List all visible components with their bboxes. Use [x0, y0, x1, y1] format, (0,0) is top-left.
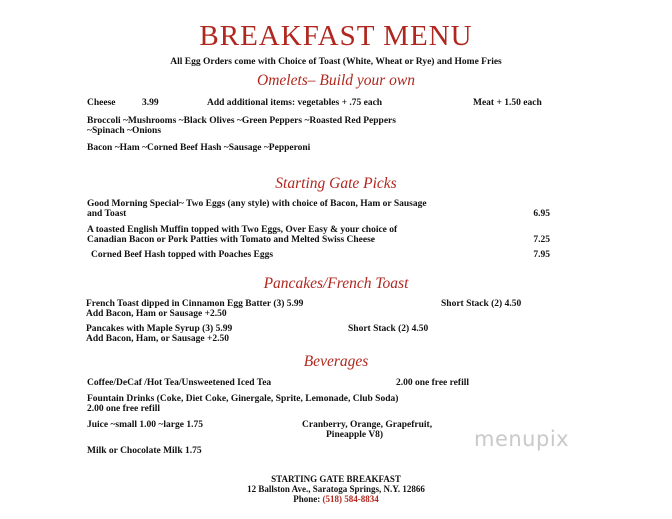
omelet-veg-list-line1: Broccoli ~Mushrooms ~Black Olives ~Green Peppers ~Roasted Red Peppers [87, 116, 396, 126]
gate-item3-price: 7.95 [533, 250, 550, 260]
gate-item2-line1: A toasted English Muffin topped with Two Eggs, Over Easy & your choice of [87, 225, 398, 235]
gate-item2-price: 7.25 [533, 235, 550, 245]
omelet-additional-veg: Add additional items: vegetables + .75 each [207, 98, 383, 108]
bev-fountain-line2: 2.00 one free refill [87, 404, 160, 414]
gate-item2-line2: Canadian Bacon or Pork Patties with Tomato and Melted Swiss Cheese [87, 235, 376, 245]
omelet-cheese-price: 3.99 [142, 98, 159, 108]
gate-item3: Corned Beef Hash topped with Poaches Eggs [91, 250, 274, 260]
bev-coffee-price: 2.00 one free refill [396, 378, 469, 388]
menu-subtitle: All Egg Orders come with Choice of Toast (White, Wheat or Rye) and Home Fries [170, 57, 502, 67]
pancakes-line: Pancakes with Maple Syrup (3) 5.99 [86, 324, 233, 334]
menu-title: BREAKFAST MENU [199, 20, 473, 52]
footer-address: 12 Ballston Ave., Saratoga Springs, N.Y. 12866 [247, 484, 425, 494]
footer-business-name: STARTING GATE BREAKFAST [271, 474, 401, 484]
bev-juice: Juice ~small 1.00 ~large 1.75 [87, 420, 203, 430]
bev-juice-flavors-line1: Cranberry, Orange, Grapefruit, [302, 420, 433, 430]
pancakes-short-stack: Short Stack (2) 4.50 [348, 324, 429, 334]
bev-coffee: Coffee/DeCaf /Hot Tea/Unsweetened Iced Tea [87, 378, 272, 388]
omelet-meat-list: Bacon ~Ham ~Corned Beef Hash ~Sausage ~Pepperoni [87, 143, 311, 153]
bev-milk: Milk or Chocolate Milk 1.75 [87, 446, 202, 456]
section-pancakes-heading: Pancakes/French Toast [263, 275, 409, 292]
french-toast-add: Add Bacon, Ham or Sausage +2.50 [86, 309, 227, 319]
gate-item1-line1: Good Morning Special~ Two Eggs (any style) with choice of Bacon, Ham or Sausage [87, 199, 427, 209]
gate-item1-price: 6.95 [533, 209, 550, 219]
section-omelets-heading: Omelets– Build your own [257, 72, 415, 89]
gate-item1-line2: and Toast [87, 209, 127, 219]
footer-phone [0, 494, 672, 504]
footer-phone-label: Phone: [293, 494, 321, 504]
bev-fountain-line1: Fountain Drinks (Coke, Diet Coke, Ginergale, Sprite, Lemonade, Club Soda) [87, 394, 399, 404]
omelet-veg-list-line2: ~Spinach ~Onions [87, 126, 162, 136]
omelet-cheese-label: Cheese [87, 98, 116, 108]
omelet-additional-meat: Meat + 1.50 each [473, 98, 542, 108]
french-toast-short-stack: Short Stack (2) 4.50 [441, 299, 522, 309]
bev-juice-flavors-line2: Pineapple V8) [326, 430, 384, 440]
section-beverages-heading: Beverages [303, 353, 369, 370]
french-toast-line: French Toast dipped in Cinnamon Egg Batter (3) 5.99 [86, 299, 304, 309]
section-gate-heading: Starting Gate Picks [275, 175, 397, 192]
footer-phone-number[interactable]: (518) 584-8834 [322, 494, 379, 504]
pancakes-add: Add Bacon, Ham, or Sausage +2.50 [86, 334, 230, 344]
menupix-watermark: menupix [474, 427, 570, 451]
